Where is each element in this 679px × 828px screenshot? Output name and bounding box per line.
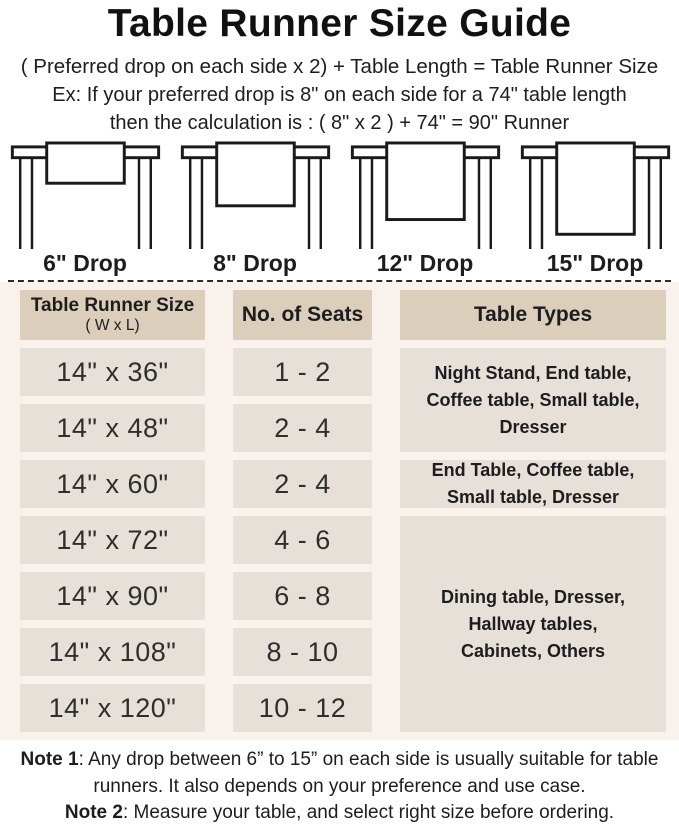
types-cell-end-tables: End Table, Coffee table, Small table, Dresser <box>400 460 666 508</box>
drop-figure-12in <box>340 141 510 277</box>
size-cell-14x108: 14" x 108" <box>20 628 205 676</box>
seats-cell-1-2: 1 - 2 <box>233 348 372 396</box>
formula-text: ( Preferred drop on each side x 2) + Table Length = Table Runner Size <box>20 55 659 78</box>
seats-cell-4-6: 4 - 6 <box>233 516 372 564</box>
header-runner-size <box>20 290 205 340</box>
seats-cell-8-10: 8 - 10 <box>233 628 372 676</box>
notes-section <box>0 747 679 827</box>
drop-label-6in: 6" Drop <box>43 250 127 276</box>
drop-figure-8in <box>170 141 340 277</box>
header-no-of-seats <box>233 290 372 340</box>
header-table-types <box>400 290 666 340</box>
header-runner-size-title: Table Runner Size <box>30 294 195 316</box>
note-2 <box>6 800 673 827</box>
size-cell-14x90: 14" x 90" <box>20 572 205 620</box>
size-table-band <box>0 282 679 740</box>
example-line-1: Ex: If your preferred drop is 8" on each side for a 74" table length <box>52 84 627 106</box>
note-1 <box>6 747 673 800</box>
size-cell-14x60: 14" x 60" <box>20 460 205 508</box>
note-1-text: : Any drop between 6” to 15” on each side is usually suitable for table runners. It also depends on your preference and use case. <box>78 749 659 797</box>
table-runner-6in-illustration <box>0 141 170 249</box>
types-cell-dining-tables: Dining table, Dresser, Hallway tables, Cabinets, Others <box>400 516 666 732</box>
drop-figure-6in <box>0 141 170 277</box>
note-2-text: : Measure your table, and select right size before ordering. <box>122 802 615 824</box>
page-title: Table Runner Size Guide <box>107 2 572 45</box>
table-runner-15in-illustration <box>510 141 679 249</box>
table-runner-12in-illustration <box>340 141 510 249</box>
note-2-label: Note 2 <box>64 802 123 824</box>
drop-label-12in: 12" Drop <box>376 250 474 276</box>
note-1-label: Note 1 <box>20 749 79 770</box>
table-runner-8in-illustration <box>170 141 340 249</box>
size-cell-14x72: 14" x 72" <box>20 516 205 564</box>
drop-figure-15in <box>510 141 679 277</box>
drop-label-15in: 15" Drop <box>546 250 644 276</box>
seats-cell-10-12: 10 - 12 <box>233 684 372 732</box>
header-no-of-seats-label: No. of Seats <box>241 303 364 326</box>
header-table-types-label: Table Types <box>473 303 593 326</box>
seats-cell-6-8: 6 - 8 <box>233 572 372 620</box>
size-cell-14x36: 14" x 36" <box>20 348 205 396</box>
seats-cell-2-4: 2 - 4 <box>233 404 372 452</box>
drop-illustrations-row <box>0 141 679 277</box>
size-guide-table <box>20 290 667 732</box>
size-cell-14x120: 14" x 120" <box>20 684 205 732</box>
types-cell-small-tables: Night Stand, End table, Coffee table, Small table, Dresser <box>400 348 666 452</box>
drop-label-8in: 8" Drop <box>213 250 297 276</box>
example-line-2: then the calculation is : ( 8" x 2 ) + 74" = 90" Runner <box>109 112 570 134</box>
size-cell-14x48: 14" x 48" <box>20 404 205 452</box>
header-runner-size-sub: ( W x L) <box>85 316 140 334</box>
seats-cell-2-4b: 2 - 4 <box>233 460 372 508</box>
